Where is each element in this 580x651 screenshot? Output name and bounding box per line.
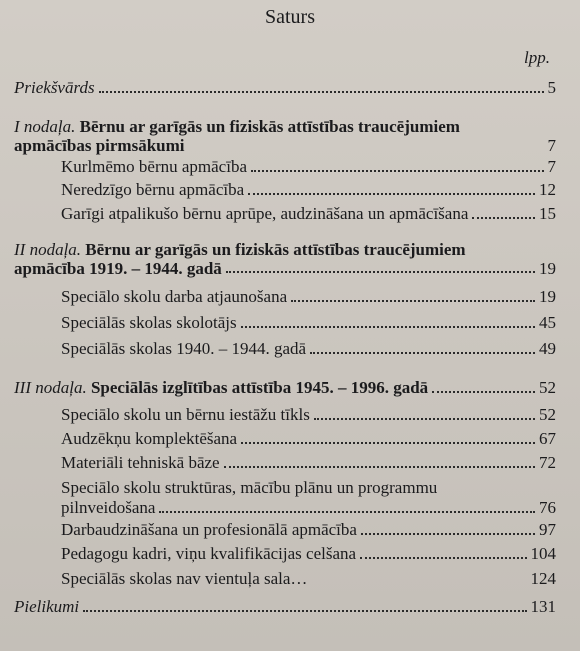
toc-entry [61,520,556,540]
toc-page-number: 97 [539,520,556,539]
toc-entry-label: Speciālo skolu struktūras, mācību plānu un programmu [61,478,438,497]
dot-leader [432,391,535,393]
chapter-heading-1 [14,117,556,155]
toc-page-number: 19 [539,259,556,278]
chapter-number: II nodaļa. [14,240,82,259]
toc-entry-label: Pedagogu kadri, viņu kvalifikācijas celšana [61,544,357,563]
toc-entry [61,287,556,307]
toc-page-number: 15 [539,204,556,223]
toc-entry [61,478,556,518]
chapter-title-line1: Bērnu ar garīgās un fiziskās attīstības traucējumiem [85,240,466,259]
toc-entry-label: Neredzīgo bērnu apmācība [61,180,245,199]
dot-leader [472,217,535,219]
toc-page-number: 124 [530,569,556,588]
toc-page-number: 52 [539,378,556,397]
toc-entry-label: Pielikumi [14,597,80,616]
toc-entry [61,569,556,589]
toc-entry-label: Audzēkņu komplektēšana [61,429,238,448]
toc-entry-label: Speciālo skolu un bērnu iestāžu tīkls [61,405,310,424]
toc-page-number: 67 [539,429,556,448]
toc-entry-label: Speciālās skolas nav vientuļa sala… [61,569,308,588]
dot-leader [226,271,535,273]
toc-page-number: 5 [547,78,556,97]
dot-leader [314,418,535,420]
chapter-number: III nodaļa. [14,378,87,397]
dot-leader [361,533,535,535]
toc-entry-label: Priekšvārds [14,78,95,97]
toc-page-number: 131 [530,597,556,616]
dot-leader [241,326,535,328]
toc-page-number: 52 [539,405,556,424]
toc-entry [61,313,556,333]
chapter-heading-3 [14,378,556,398]
toc-entry-label: Speciālās skolas 1940. – 1944. gadā [61,339,307,358]
chapter-title-line2: apmācība 1919. – 1944. gadā [14,259,222,278]
dot-leader [99,91,544,93]
dot-leader [241,442,535,444]
toc-entry [61,180,556,200]
toc-entry-label: Speciālās skolas skolotājs [61,313,237,332]
dot-leader [224,466,535,468]
page-column-label: lpp. [524,48,550,67]
toc-page-number: 76 [539,498,556,517]
toc-entry [61,339,556,359]
toc-entry-label: Garīgi atpalikušo bērnu aprūpe, audzināšana un apmācīšana [61,204,469,223]
toc-entry-appendix [14,597,556,617]
toc-page-number: 72 [539,453,556,472]
toc-entry [61,429,556,449]
toc-page-number: 12 [539,180,556,199]
toc-entry [61,453,556,473]
toc-page-number: 7 [547,157,556,176]
toc-entry-label: Speciālo skolu darba atjaunošana [61,287,288,306]
toc-page-number: 7 [547,136,556,155]
dot-leader [310,352,535,354]
dot-leader [83,610,526,612]
page-title: Saturs [265,6,315,28]
chapter-title-line2: apmācības pirmsākumi [14,136,185,155]
toc-entry-foreword [14,78,556,98]
toc-entry-label-cont: pilnveidošana [61,498,156,517]
dot-leader [248,193,535,195]
dot-leader [360,557,526,559]
toc-entry-label: Kurlmēmo bērnu apmācība [61,157,247,176]
chapter-title-line1: Speciālās izglītības attīstība 1945. – 1996. gadā [90,378,429,397]
toc-entry-label: Darbaudzināšana un profesionālā apmācība [61,520,357,539]
toc-page-number: 19 [539,287,556,306]
toc-entry-label: Materiāli tehniskā bāze [61,453,220,472]
chapter-heading-2 [14,240,556,278]
dot-leader [291,300,535,302]
dot-leader [159,511,535,513]
toc-entry [61,544,556,564]
toc-page-number: 45 [539,313,556,332]
toc-entry [61,405,556,425]
toc-entry [61,204,556,224]
toc-page-number: 49 [539,339,556,358]
toc-entry [61,157,556,177]
chapter-number: I nodaļa. [14,117,76,136]
dot-leader [251,170,544,172]
toc-page-number: 104 [530,544,556,563]
chapter-title-line1: Bērnu ar garīgās un fiziskās attīstības traucējumiem [79,117,460,136]
